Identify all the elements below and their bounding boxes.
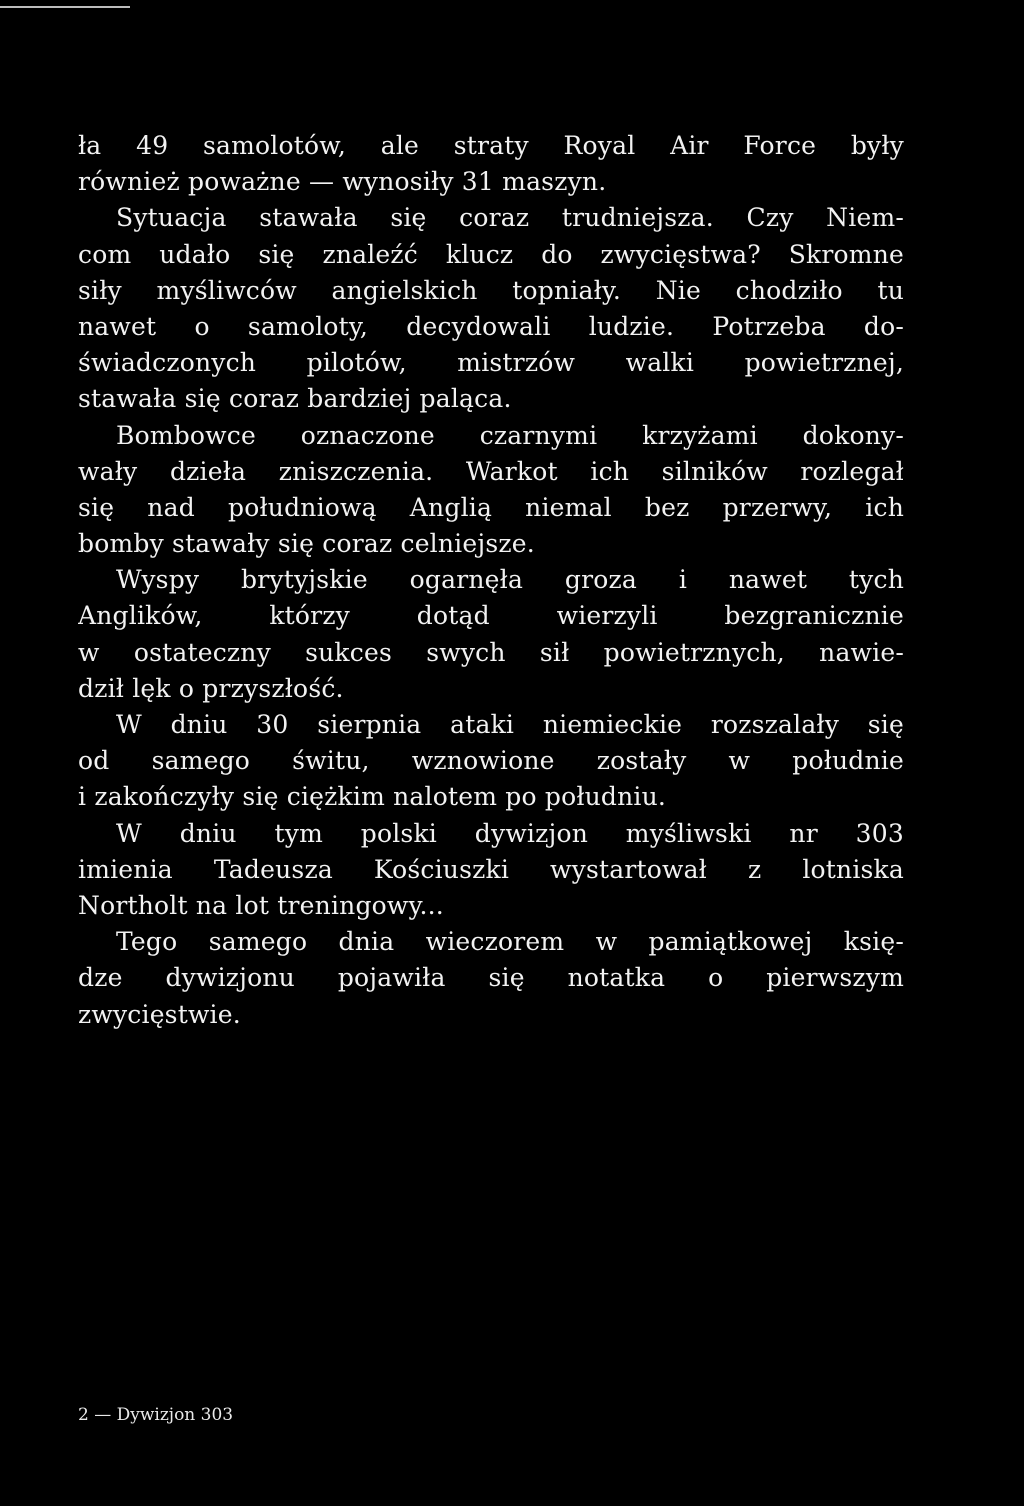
page-body xyxy=(78,128,904,1033)
text-line: również poważne — wynosiły 31 maszyn. xyxy=(78,167,607,197)
text-line: zwycięstwie. xyxy=(78,999,241,1029)
text-line: bomby stawały się coraz celniejsze. xyxy=(78,529,535,559)
text-line: Anglików, którzy dotąd wierzyli bezgranicznie xyxy=(78,601,904,631)
text-line: Wyspy brytyjskie ogarnęła groza i nawet tych xyxy=(116,565,904,595)
text-line: siły myśliwców angielskich topniały. Nie chodziło tu xyxy=(78,275,904,305)
footer-signature: 2 — Dywizjon 303 xyxy=(78,1405,234,1425)
text-line: dze dywizjonu pojawiła się notatka o pierwszym xyxy=(78,963,904,993)
text-line: nawet o samoloty, decydowali ludzie. Potrzeba do- xyxy=(78,311,904,341)
text-line: się nad południową Anglią niemal bez przerwy, ich xyxy=(78,492,904,522)
text-line: ła 49 samolotów, ale straty Royal Air Force były xyxy=(78,131,904,160)
text-line: świadczonych pilotów, mistrzów walki powietrznej, xyxy=(78,348,904,378)
text-line: W dniu 30 sierpnia ataki niemieckie rozszalały się xyxy=(116,710,904,739)
text-line: w ostateczny sukces swych sił powietrznych, nawie- xyxy=(78,637,904,667)
top-rule xyxy=(0,6,130,8)
text-line: Northolt na lot treningowy... xyxy=(78,890,444,920)
text-line: dził lęk o przyszłość. xyxy=(78,673,344,703)
text-line: stawała się coraz bardziej paląca. xyxy=(78,384,512,414)
text-line: imienia Tadeusza Kościuszki wystartował z lotniska xyxy=(78,854,904,884)
text-line: Bombowce oznaczone czarnymi krzyżami dokony- xyxy=(116,420,904,450)
text-line: Sytuacja stawała się coraz trudniejsza. Czy Niem- xyxy=(116,203,904,233)
text-line: W dniu tym polski dywizjon myśliwski nr 303 xyxy=(116,818,904,848)
text-line: wały dzieła zniszczenia. Warkot ich silników rozlegał xyxy=(78,456,904,486)
text-line: od samego świtu, wznowione zostały w południe xyxy=(78,746,904,776)
text-line: i zakończyły się ciężkim nalotem po południu. xyxy=(78,782,667,812)
text-line: com udało się znaleźć klucz do zwycięstwa? Skromne xyxy=(78,239,904,269)
text-line: Tego samego dnia wieczorem w pamiątkowej księ- xyxy=(116,927,904,957)
